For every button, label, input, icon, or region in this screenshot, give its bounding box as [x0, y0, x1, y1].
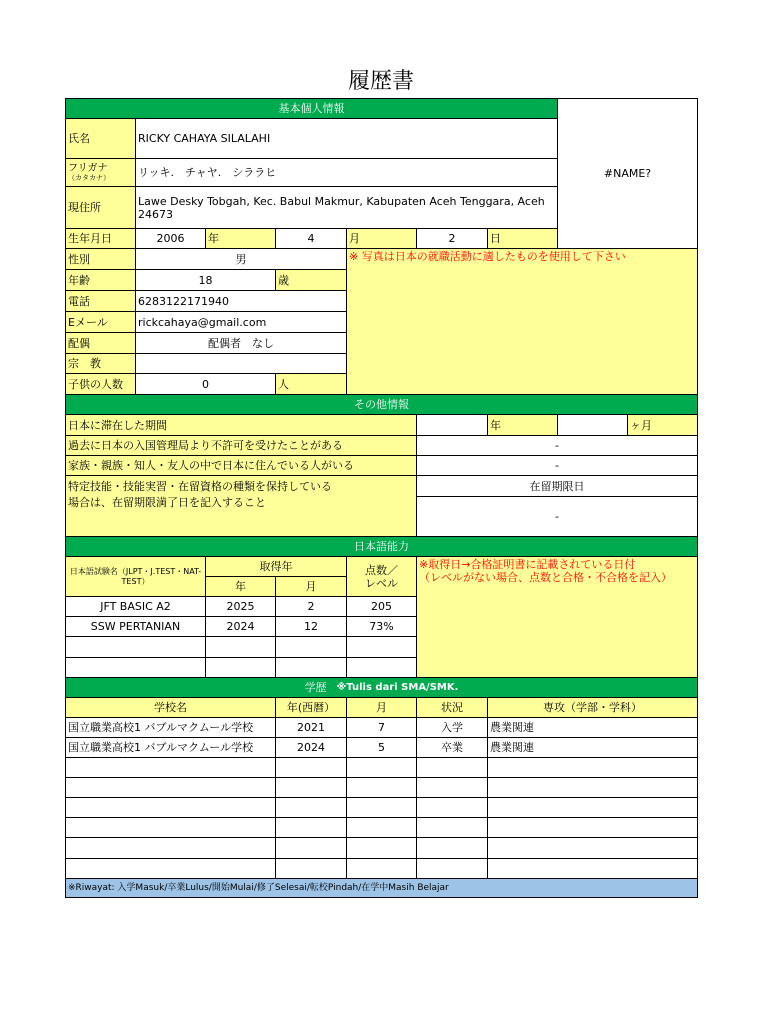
japan-stay-months — [557, 414, 628, 436]
edu-row-school — [65, 757, 276, 778]
birth-year-value: 2006 — [135, 228, 206, 249]
phone-label: 電話 — [65, 290, 136, 312]
phone-value: 6283122171940 — [135, 290, 347, 312]
edu-row-month — [346, 837, 417, 859]
edu-row-major — [487, 817, 698, 838]
birth-day-value: 2 — [416, 228, 488, 249]
edu-row-status — [416, 817, 488, 838]
jp-row-month — [275, 657, 347, 678]
edu-row-school — [65, 858, 276, 879]
furigana-label-main: フリガナ — [68, 163, 108, 174]
education-footer-note: ※Riwayat: 入学Masuk/卒業Lulus/開始Mulai/修了Selesai/転校Pindah/在学中Masih Belajar — [65, 878, 698, 898]
other-section-header: その他情報 — [65, 394, 698, 415]
edu-row-school — [65, 797, 276, 818]
jp-row-name: SSW PERTANIAN — [65, 616, 206, 637]
furigana-label-sub: （カタカナ） — [68, 174, 110, 182]
edu-row-status — [416, 797, 488, 818]
jp-year-header: 年 — [205, 576, 276, 597]
japan-stay-year-unit: 年 — [487, 414, 558, 436]
furigana-value: リッキ. チャヤ. シララヒ — [135, 158, 558, 187]
edu-row-major — [487, 757, 698, 778]
edu-row-status — [416, 858, 488, 879]
email-label: Eメール — [65, 311, 136, 333]
children-label: 子供の人数 — [65, 373, 136, 395]
edu-status-header: 状況 — [416, 697, 488, 718]
edu-row-year — [275, 757, 347, 778]
jp-row-year: 2024 — [205, 616, 276, 637]
jp-row-year — [205, 657, 276, 678]
edu-row-status: 入学 — [416, 717, 488, 738]
edu-row-year: 2021 — [275, 717, 347, 738]
jp-score-header-line2: レベル — [365, 576, 398, 590]
gender-label: 性別 — [65, 248, 136, 270]
jp-score-header — [346, 556, 417, 597]
visa-status-label — [65, 475, 417, 537]
birth-year-unit: 年 — [205, 228, 276, 249]
edu-row-major — [487, 858, 698, 879]
education-section-header — [65, 677, 698, 698]
edu-row-month — [346, 817, 417, 838]
birthdate-label: 生年月日 — [65, 228, 136, 249]
jp-row-month: 2 — [275, 596, 347, 617]
photo-box — [557, 98, 698, 249]
visa-status-label-line2: 場合は、在留期限満了日を記入すること — [68, 496, 266, 509]
edu-year-header: 年(西暦） — [275, 697, 347, 718]
furigana-label — [65, 158, 136, 187]
gender-value: 男 — [135, 248, 347, 270]
profile-section-header: 基本個人情報 — [65, 98, 558, 119]
document-title: 履歴書 — [347, 69, 414, 94]
edu-school-header: 学校名 — [65, 697, 276, 718]
jp-row-score — [346, 657, 417, 678]
jp-row-month — [275, 636, 347, 658]
jp-test-name-header: 日本語試験名（JLPT・J.TEST・NAT-TEST） — [65, 556, 206, 597]
edu-row-school: 国立職業高校1 バブルマクムール学校 — [65, 717, 276, 738]
edu-row-status — [416, 777, 488, 798]
name-label: 氏名 — [65, 118, 136, 159]
edu-row-status: 卒業 — [416, 737, 488, 758]
marital-value: 配偶者 なし — [135, 332, 347, 354]
edu-row-year — [275, 837, 347, 859]
edu-row-month — [346, 858, 417, 879]
jp-date-header: 取得年 — [205, 556, 347, 577]
edu-month-header: 月 — [346, 697, 417, 718]
japanese-section-header: 日本語能力 — [65, 536, 698, 557]
visa-status-label-line1: 特定技能・技能実習・在留資格の種類を保持している — [68, 480, 332, 493]
edu-major-header: 専攻（学部・学科） — [487, 697, 698, 718]
religion-label: 宗 教 — [65, 353, 136, 374]
edu-row-major — [487, 837, 698, 859]
edu-row-month — [346, 757, 417, 778]
japan-stay-years — [416, 414, 488, 436]
immigration-denial-label: 過去に日本の入国管理局より不許可を受けたことがある — [65, 435, 417, 456]
edu-row-month: 7 — [346, 717, 417, 738]
photo-placeholder-text: #NAME? — [603, 167, 652, 180]
religion-value — [135, 353, 347, 374]
address-label: 現住所 — [65, 186, 136, 229]
edu-row-year — [275, 797, 347, 818]
email-value: rickcahaya@gmail.com — [135, 311, 347, 333]
edu-row-major — [487, 777, 698, 798]
edu-row-school — [65, 777, 276, 798]
edu-row-school — [65, 837, 276, 859]
jp-note-line2: （レベルがない場合、点数と合格・不合格を記入） — [419, 571, 672, 584]
edu-row-major: 農業関連 — [487, 737, 698, 758]
age-unit: 歳 — [275, 269, 347, 291]
edu-row-month — [346, 797, 417, 818]
jp-row-month: 12 — [275, 616, 347, 637]
visa-expiry-value: - — [416, 496, 698, 537]
birth-day-unit: 日 — [487, 228, 558, 249]
edu-row-status — [416, 837, 488, 859]
edu-row-school: 国立職業高校1 バブルマクムール学校 — [65, 737, 276, 758]
birth-month-unit: 月 — [346, 228, 417, 249]
edu-row-school — [65, 817, 276, 838]
japan-stay-label: 日本に滞在した期間 — [65, 414, 417, 436]
edu-row-year — [275, 858, 347, 879]
edu-row-status — [416, 757, 488, 778]
edu-row-year — [275, 817, 347, 838]
edu-row-month — [346, 777, 417, 798]
relatives-japan-value: - — [416, 455, 698, 476]
jp-row-score: 205 — [346, 596, 417, 617]
name-value: RICKY CAHAYA SILALAHI — [135, 118, 558, 159]
children-value: 0 — [135, 373, 276, 395]
jp-row-name: JFT BASIC A2 — [65, 596, 206, 617]
edu-row-major — [487, 797, 698, 818]
jp-row-name — [65, 636, 206, 658]
relatives-japan-label: 家族・親族・知人・友人の中で日本に住んでいる人がいる — [65, 455, 417, 476]
jp-row-year: 2025 — [205, 596, 276, 617]
edu-row-year: 2024 — [275, 737, 347, 758]
jp-score-header-line1: 点数／ — [365, 563, 398, 577]
edu-row-month: 5 — [346, 737, 417, 758]
jp-row-year — [205, 636, 276, 658]
birth-month-value: 4 — [275, 228, 347, 249]
photo-note: ※ 写真は日本の就職活動に適したものを使用して下さい — [346, 248, 698, 395]
jp-row-name — [65, 657, 206, 678]
marital-label: 配偶 — [65, 332, 136, 354]
children-unit: 人 — [275, 373, 347, 395]
jp-month-header: 月 — [275, 576, 347, 597]
immigration-denial-value: - — [416, 435, 698, 456]
age-value: 18 — [135, 269, 276, 291]
jp-note — [416, 556, 698, 678]
visa-expiry-subheader: 在留期限日 — [416, 475, 698, 497]
education-header-title: 学歴 — [304, 681, 327, 694]
jp-row-score — [346, 636, 417, 658]
edu-row-major: 農業関連 — [487, 717, 698, 738]
jp-note-line1: ※取得日→合格証明書に記載されている日付 — [419, 558, 636, 571]
japan-stay-month-unit: ヶ月 — [627, 414, 698, 436]
jp-row-score: 73% — [346, 616, 417, 637]
education-header-note: ※Tulis dari SMA/SMK. — [336, 682, 459, 693]
age-label: 年齢 — [65, 269, 136, 291]
edu-row-year — [275, 777, 347, 798]
address-value: Lawe Desky Tobgah, Kec. Babul Makmur, Kabupaten Aceh Tenggara, Aceh 24673 — [135, 186, 558, 229]
